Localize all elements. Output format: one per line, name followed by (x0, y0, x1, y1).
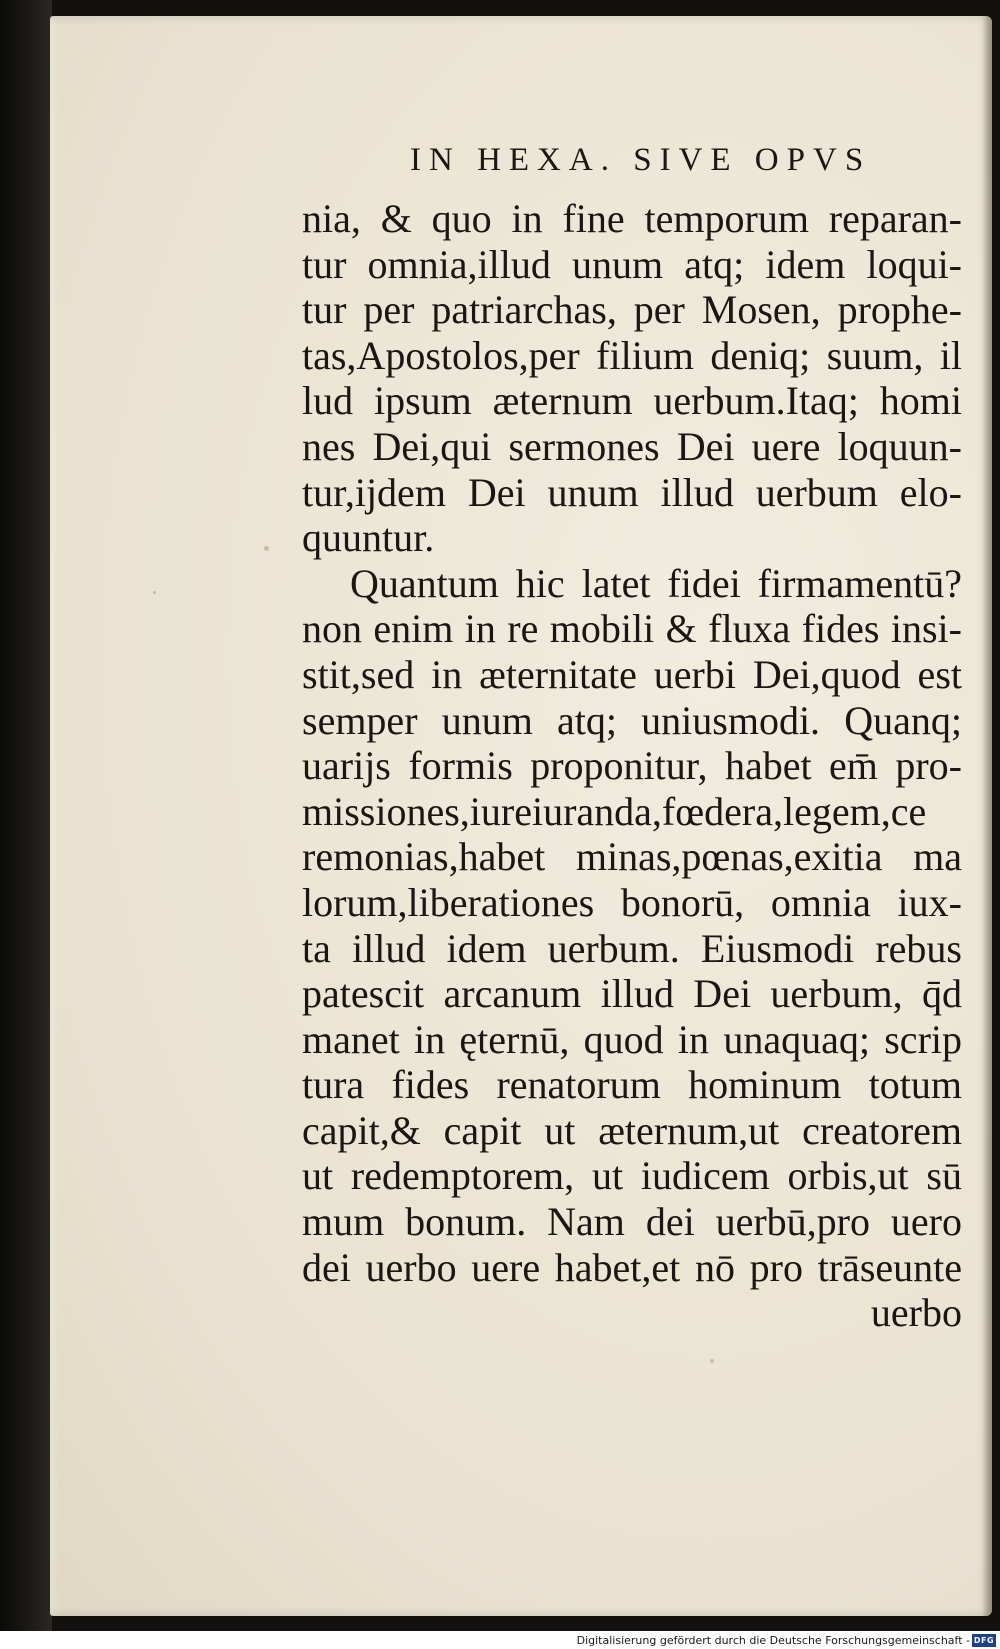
paper-stain (710, 1359, 714, 1363)
text-line: mum bonum. Nam dei uerbū,pro uero (302, 1199, 962, 1245)
paper-stain (153, 591, 156, 594)
text-line: capit,& capit ut æternum,ut creatorem (302, 1107, 962, 1153)
running-head: IN HEXA. SIVE OPVS (410, 142, 872, 178)
text-line: quuntur. (302, 515, 435, 561)
text-line: remonias,habet minas,pœnas,exitia ma (302, 834, 962, 880)
text-line: Quantum hic latet fidei firmamentū? (350, 560, 962, 606)
text-line: stit,sed in æternitate uerbi Dei,quod est (302, 651, 962, 697)
text-line: manet in ęternū, quod in unaquaq; scrip (302, 1016, 962, 1062)
body-text (302, 196, 962, 1336)
text-line: tur,ijdem Dei unum illud uerbum elo- (302, 469, 962, 515)
text-line: non enim in re mobili & fluxa fides insi- (302, 606, 962, 652)
book-binding-edge (0, 0, 52, 1649)
text-line: ut redemptorem, ut iudicem orbis,ut sū (302, 1153, 962, 1199)
dfg-logo: DFG (973, 1636, 995, 1645)
text-line: patescit arcanum illud Dei uerbum, q̄d (302, 971, 962, 1017)
text-line: ta illud idem uerbum. Eiusmodi rebus (302, 925, 962, 971)
text-line: nia, & quo in fine temporum reparan- (302, 196, 962, 241)
footer-bar (0, 1631, 1000, 1649)
catchword: uerbo (870, 1290, 962, 1336)
text-line: missiones,iureiuranda,fœdera,legem,ce (302, 788, 927, 834)
text-line: tur per patriarchas, per Mosen, prophe- (302, 287, 962, 333)
text-line: lorum,liberationes bonorū, omnia iux- (302, 879, 962, 925)
paper-stain (264, 546, 269, 551)
text-line: nes Dei,qui sermones Dei uere loquun- (302, 423, 962, 469)
digitization-credit: Digitalisierung gefördert durch die Deutsche Forschungsgemeinschaft - (576, 1634, 970, 1647)
text-line: lud ipsum æternum uerbum.Itaq; homi (302, 378, 962, 424)
text-line: tura fides renatorum hominum totum (302, 1062, 962, 1108)
text-line: tas,Apostolos,per filium deniq; suum, il (302, 332, 962, 378)
text-line: semper unum atq; uniusmodi. Quanq; (302, 697, 962, 743)
text-line: uarijs formis proponitur, habet em̄ pro- (302, 743, 962, 789)
page-edge-shadow (982, 16, 992, 1616)
text-line: dei uerbo uere habet,et nō pro trāseunte (302, 1244, 962, 1290)
text-line: tur omnia,illud unum atq; idem loqui- (302, 241, 962, 287)
